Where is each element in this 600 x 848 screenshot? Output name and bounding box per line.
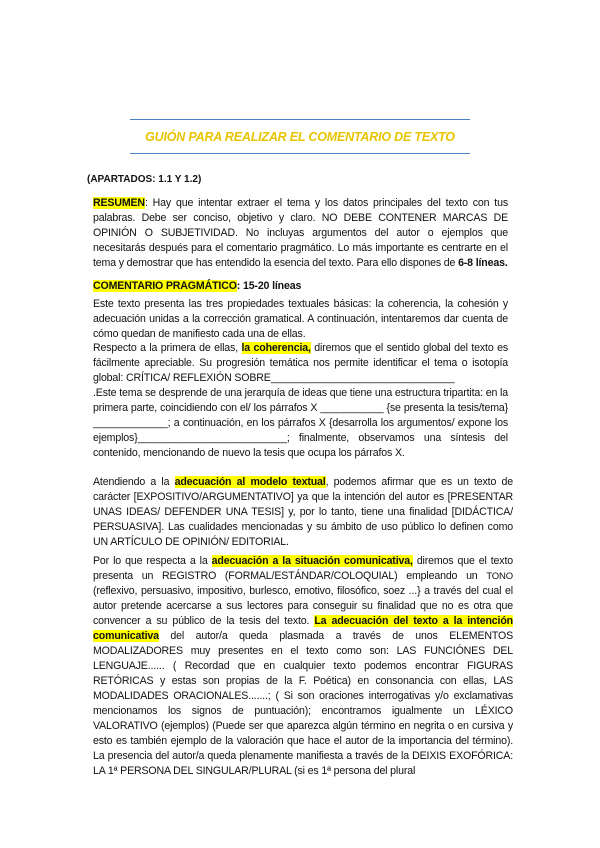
modelo-highlight: adecuación al modelo textual <box>174 476 326 488</box>
resumen-paragraph <box>93 196 508 271</box>
situacion-post: del autor/a queda plasmada a través de unos ELEMENTOS MODALIZADORES muy presentes en el texto como son: LAS FUNCIÓNES DEL LENGUAJE...... ( Recordad que en cualquier texto podemos encontrar FIGURAS RETÓRICAS y estas son propias de la F. Poética) en consonancia con ellas, LAS MODALIDADES ORACIONALES.......; ( Si son oraciones interrogativas y/o exclamativas mencionamos los signos de puntuación); encontramos igualmente un LÉXICO VALORATIVO (ejemplos) (Puede ser que aparezca algún término en negrita o en cursiva y esto es también ejemplo de la valoración que hace el autor de la importancia del término). La presencia del autor/a queda plenamente manifiesta a través de la DEIXIS EXOFÓRICA: LA 1ª PERSONA DEL SINGULAR/PLURAL (si es 1ª persona del plural <box>93 630 513 777</box>
resumen-lines: 6-8 líneas. <box>458 257 508 269</box>
modelo-post: , podemos afirmar que es un texto de carácter [EXPOSITIVO/ARGUMENTATIVO] ya que la intención del autor es [PRESENTAR UNAS IDEAS/ DEFENDER UNA TESIS] y, por lo tanto, tiene una finalidad [DIDÁCTICA/ PERSUASIVA]. Las cualidades mencionadas y su ámbito de uso público lo definen como UN ARTÍCULO DE OPINIÓN/ EDITORIAL. <box>93 476 513 548</box>
comentario-lines: : 15-20 líneas <box>236 280 302 292</box>
coherencia-pre: Respecto a la primera de ellas, <box>93 342 242 354</box>
coherencia-paragraph <box>93 341 508 386</box>
page-title: GUIÓN PARA REALIZAR EL COMENTARIO DE TEXTO <box>145 130 455 144</box>
comentario-label: COMENTARIO PRAGMÁTICO <box>93 280 237 292</box>
bottom-rule <box>130 153 470 154</box>
situacion-highlight: adecuación a la situación comunicativa, <box>211 555 413 567</box>
coherencia-highlight: la coherencia, <box>241 342 311 354</box>
intencion-highlight: La adecuación del texto a la intención comunicativa <box>93 615 513 642</box>
intro-paragraph: Este texto presenta las tres propiedades textuales básicas: la coherencia, la cohesión y adecuación unidas a la corrección gramatical. A continuación, intentaremos dar cuenta de cómo quedan de manifiesto cada una de ellas. <box>93 298 508 340</box>
situacion-paragraph <box>93 554 513 779</box>
resumen-label: RESUMEN <box>93 197 145 209</box>
situacion-mid1: diremos que el texto presenta un REGISTRO (FORMAL/ESTÁNDAR/COLOQUIAL) empleando un <box>93 555 513 582</box>
top-rule <box>130 119 470 120</box>
situacion-mid2: (reflexivo, persuasivo, impositivo, burlesco, emotivo, filosófico, soez ...} a través del cual el autor pretende acercarse a sus lectores para conseguir su finalidad que no es otra que convencer a su público de la tesis del texto. <box>93 585 513 627</box>
sections-note: (APARTADOS: 1.1 Y 1.2) <box>87 174 202 185</box>
estructura-paragraph: .Este tema se desprende de una jerarquía de ideas que tiene una estructura tripartita: en la primera parte, coincidiendo con el/ los párrafos X ___________ {se presenta la tesis/tema} _____________; a continuación, en los párrafos X {desarrolla los argumentos/ expone los ejemplos}__________________________; finalmente, observamos una síntesis del contenido, mencionando de nuevo la tesis que ocupa los párrafos X. <box>93 387 508 459</box>
modelo-paragraph <box>93 475 513 550</box>
modelo-pre: Atendiendo a la <box>93 476 175 488</box>
resumen-text: : Hay que intentar extraer el tema y los datos principales del texto con tus palabras. Debe ser conciso, objetivo y claro. NO DEBE CONTENER MARCAS DE OPINIÓN O SUBJETIVIDAD. No incluyas argumentos del autor o ejemplos que necesitarás después para el comentario pragmático. Lo más importante es centrarte en el tema y demostrar que has entendido la esencia del texto. Para ello dispones de <box>93 197 508 269</box>
coherencia-post: diremos que el sentido global del texto es fácilmente apreciable. Su progresión temática nos permite identificar el tema o isotopía global: CRÍTICA/ REFLEXIÓN SOBRE________________________________ <box>93 342 508 384</box>
tono-word: TONO <box>486 571 513 582</box>
situacion-pre: Por lo que respecta a la <box>93 555 212 567</box>
comentario-heading <box>93 279 508 294</box>
